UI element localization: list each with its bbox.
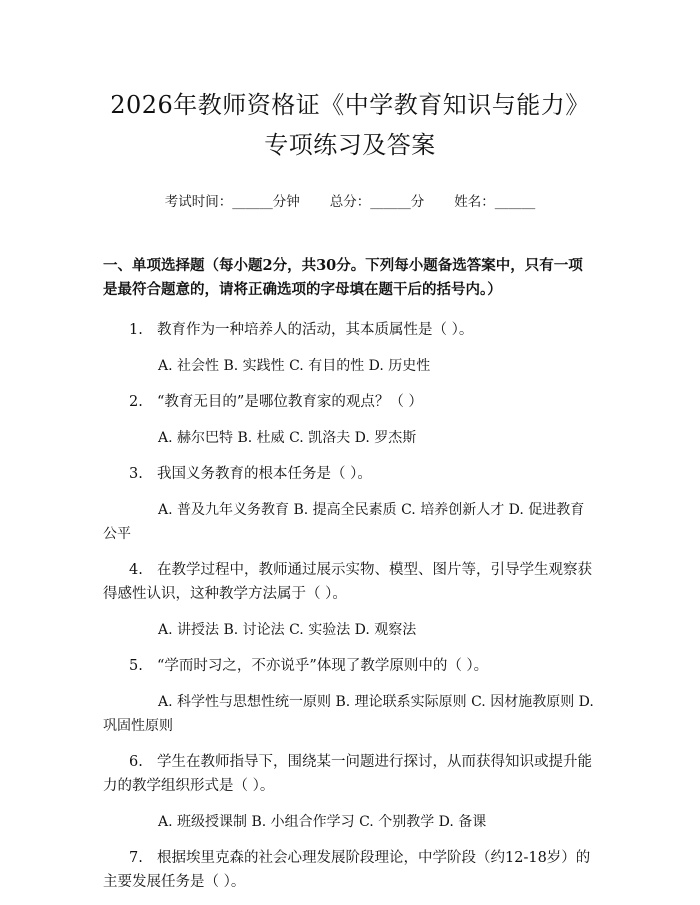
question-5-options: A. 科学性与思想性统一原则 B. 理论联系实际原则 C. 因材施教原则 D. 巩固性原则 [103, 694, 594, 734]
page-subtitle: 专项练习及答案 [264, 131, 436, 159]
page-title: 2026年教师资格证《中学教育知识与能力》 [110, 91, 590, 119]
question-6 [103, 750, 597, 798]
exam-time-field: 考试时间：______分钟 [164, 194, 300, 210]
question-4-options: A. 讲授法 B. 讨论法 C. 实验法 D. 观察法 [158, 622, 417, 638]
question-number: 5. [129, 658, 143, 674]
question-number: 3. [129, 466, 143, 482]
question-1-options: A. 社会性 B. 实践性 C. 有目的性 D. 历史性 [158, 358, 431, 374]
question-text: “教育无目的”是哪位教育家的观点？（ ） [157, 394, 423, 410]
question-number: 1. [129, 322, 143, 338]
question-text: 学生在教师指导下，围绕某一问题进行探讨，从而获得知识或提升能力的教学组织形式是（ ）。 [103, 754, 592, 794]
question-4 [103, 558, 597, 606]
question-number: 2. [129, 394, 143, 410]
question-2 [103, 390, 597, 414]
total-score-field: 总分：______分 [329, 194, 425, 210]
question-7 [103, 846, 597, 894]
question-3-options: A. 普及九年义务教育 B. 提高全民素质 C. 培养创新人才 D. 促进教育公平 [103, 502, 585, 542]
question-6-options: A. 班级授课制 B. 小组合作学习 C. 个别教学 D. 备课 [158, 814, 487, 830]
question-text: 我国义务教育的根本任务是（ ）。 [157, 466, 372, 482]
question-text: 根据埃里克森的社会心理发展阶段理论，中学阶段（约12-18岁）的主要发展任务是（ ）。 [103, 850, 591, 890]
question-text: “学而时习之，不亦说乎”体现了教学原则中的（ ）。 [157, 658, 489, 674]
question-2-options: A. 赫尔巴特 B. 杜威 C. 凯洛夫 D. 罗杰斯 [158, 430, 417, 446]
question-text: 在教学过程中，教师通过展示实物、模型、图片等，引导学生观察获得感性认识，这种教学方法属于（ ）。 [103, 562, 592, 602]
question-text: 教育作为一种培养人的活动，其本质属性是（ ）。 [157, 322, 474, 338]
question-3 [103, 462, 597, 486]
question-number: 6. [129, 754, 143, 770]
question-number: 7. [129, 850, 143, 866]
exam-meta [103, 192, 597, 212]
question-1 [103, 318, 597, 342]
section-heading: 一、单项选择题（每小题2分，共30分。下列每小题备选答案中，只有一项是最符合题意的，请将正确选项的字母填在题干后的括号内。） [103, 257, 583, 298]
question-5 [103, 654, 597, 678]
name-field: 姓名：______ [454, 194, 536, 210]
question-number: 4. [129, 562, 143, 578]
